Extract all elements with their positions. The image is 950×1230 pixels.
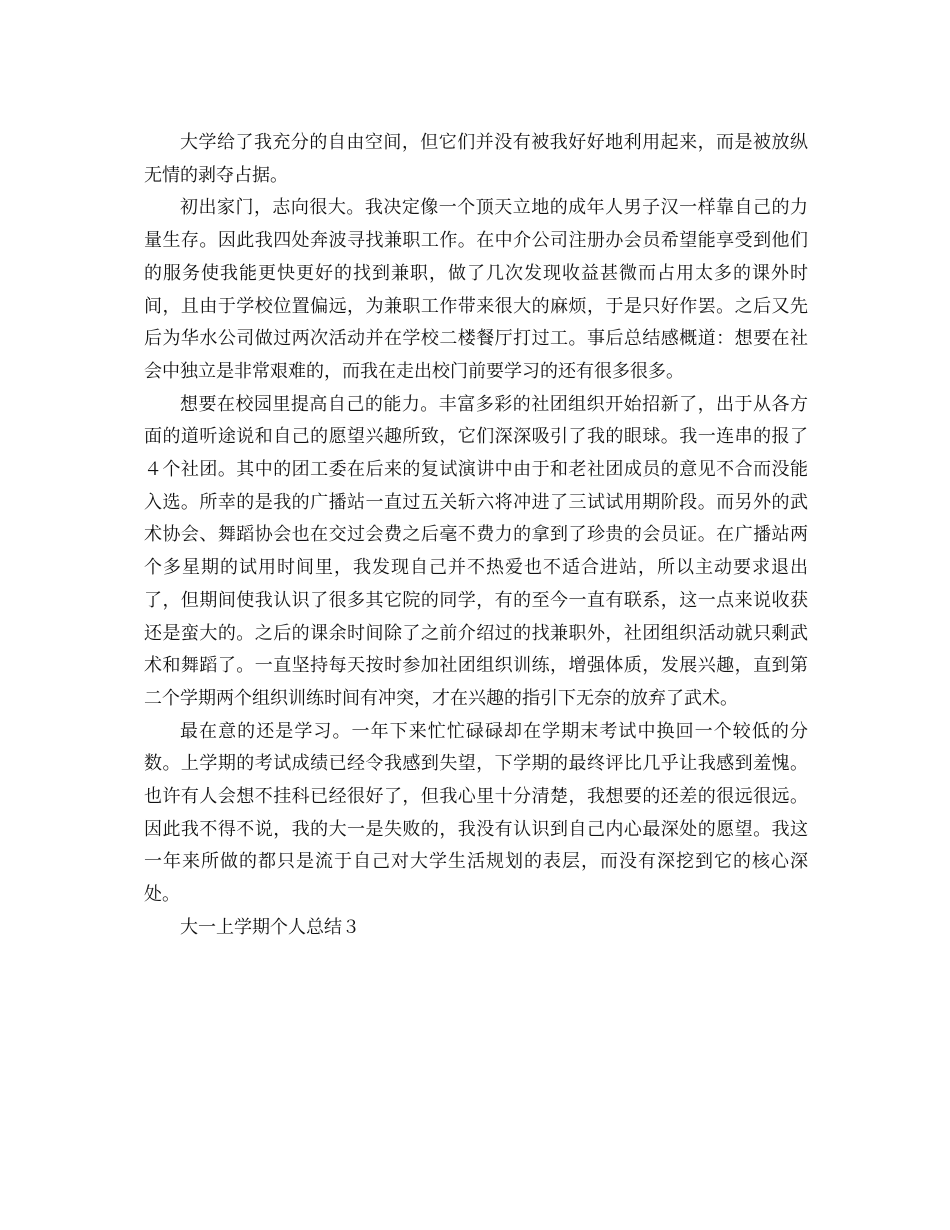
paragraph-1: 大学给了我充分的自由空间，但它们并没有被我好好地利用起来，而是被放纵无情的剥夺占据。 (144, 132, 808, 186)
paragraph-3: 想要在校园里提高自己的能力。丰富多彩的社团组织开始招新了，出于从各方面的道听途说和自己的愿望兴趣所致，它们深深吸引了我的眼球。我一连串的报了４个社团。其中的团工委在后来的复试演讲中由于和老社团成员的意见不合而没能入选。所幸的是我的广播站一直过五关斩六将冲进了三试试用期阶段。而另外的武术协会、舞蹈协会也在交过会费之后毫不费力的拿到了珍贵的会员证。在广播站两个多星期的试用时间里，我发现自己并不热爱也不适合进站，所以主动要求退出了，但期间使我认识了很多其它院的同学，有的至今一直有联系，这一点来说收获还是蛮大的。之后的课余时间除了之前介绍过的找兼职外，社团组织活动就只剩武术和舞蹈了。一直坚持每天按时参加社团组织训练，增强体质，发展兴趣，直到第二个学期两个组织训练时间有冲突，才在兴趣的指引下无奈的放弃了武术。 (144, 393, 808, 709)
paragraph-2: 初出家门，志向很大。我决定像一个顶天立地的成年人男子汉一样靠自己的力量生存。因此我四处奔波寻找兼职工作。在中介公司注册办会员希望能享受到他们的服务使我能更快更好的找到兼职，做了几次发现收益甚微而占用太多的课外时间，且由于学校位置偏远，为兼职工作带来很大的麻烦，于是只好作罢。之后又先后为华水公司做过两次活动并在学校二楼餐厅打过工。事后总结感概道：想要在社会中独立是非常艰难的，而我在走出校门前要学习的还有很多很多。 (144, 197, 808, 382)
paragraph-4: 最在意的还是学习。一年下来忙忙碌碌却在学期末考试中换回一个较低的分数。上学期的考试成绩已经令我感到失望，下学期的最终评比几乎让我感到羞愧。也许有人会想不挂科已经很好了，但我心里十分清楚，我想要的还差的很远很远。因此我不得不说，我的大一是失败的，我没有认识到自己内心最深处的愿望。我这一年来所做的都只是流于自己对大学生活规划的表层，而没有深挖到它的核心深处。 (144, 720, 808, 906)
section-heading: 大一上学期个人总结３ (180, 916, 360, 938)
document-body (144, 127, 808, 945)
